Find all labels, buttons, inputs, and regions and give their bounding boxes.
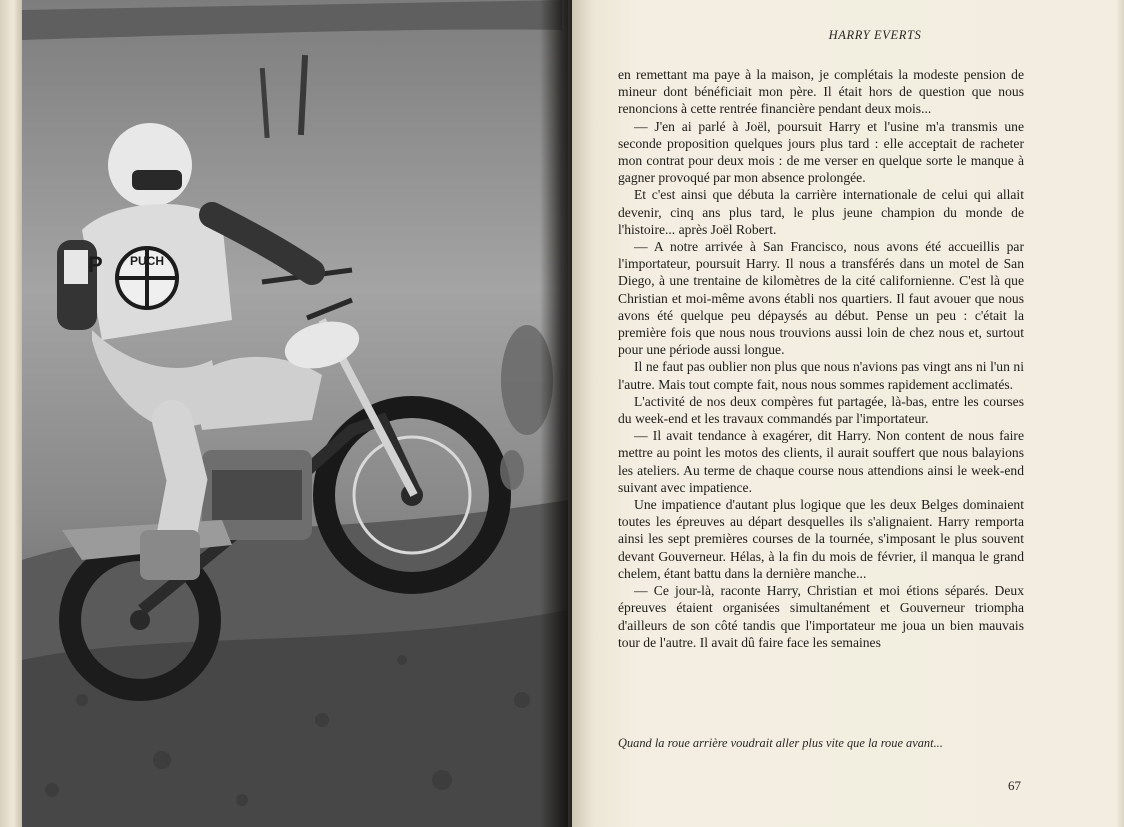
- motocross-photo: [22, 0, 568, 827]
- motocross-photo-illustration: [22, 0, 568, 827]
- paragraph: — J'en ai parlé à Joël, poursuit Harry et l'usine m'a transmis une seconde proposition quelques jours plus tard : elle acceptait de racheter mon contrat pour deux mois : de me verser en quelque sorte le manque à gagner provoqué par mon absence prolongée.: [618, 118, 1024, 186]
- paragraph: Et c'est ainsi que débuta la carrière internationale de celui qui allait devenir, cinq ans plus tard, le plus jeune champion du monde de l'histoire... après Joël Robert.: [618, 187, 1024, 237]
- photo-caption: Quand la roue arrière voudrait aller plus vite que la roue avant...: [618, 736, 943, 750]
- gutter-shadow: [540, 0, 576, 827]
- running-head: HARRY EVERTS: [828, 28, 922, 42]
- paragraph: Une impatience d'autant plus logique que les deux Belges dominaient toutes les épreuves au départ desquelles ils s'alignaient. Harry remporta ainsi les sept premières courses de la tournée, s'imposant le plus souvent devant Gouverneur. Hélas, à la fin du mois de février, il manqua le grand chelem, étant battu dans la dernière manche...: [618, 497, 1024, 581]
- paragraph: L'activité de nos deux compères fut partagée, là-bas, entre les courses du week-end et les travaux commandés par l'importateur.: [618, 393, 1024, 427]
- paragraph: — Ce jour-là, raconte Harry, Christian et moi étions séparés. Deux épreuves étaient organisées simultanément et Gouverneur triompha d'ailleurs de son côté tandis que l'importateur me joua un bien mauvais tour de l'autre. Il avait dû faire face les semaines: [618, 583, 1024, 650]
- right-page: [572, 0, 1124, 827]
- page-edge: [0, 0, 22, 827]
- rider-bib-text: PUCH: [129, 254, 165, 268]
- paragraph: en remettant ma paye à la maison, je complétais la modeste pension de mineur dont bénéficiait mon père. Il était hors de question que nous renoncions à cette rentrée financière pendant deux mois...: [618, 67, 1024, 117]
- page-number: 67: [1008, 778, 1021, 793]
- body-text: [618, 66, 1024, 651]
- rider-bib-letter: P: [88, 252, 103, 277]
- paragraph: — Il avait tendance à exagérer, dit Harry. Non content de nous faire mettre au point les motos des clients, il aurait souffert que nous balayions les ateliers. Au terme de chaque course nous attendions ainsi le week-end suivant avec impatience.: [618, 428, 1024, 495]
- page-edge: [1116, 0, 1124, 827]
- paragraph: — A notre arrivée à San Francisco, nous avons été accueillis par l'importateur, poursuit Harry. Il nous a transférés dans un motel de San Diego, à une trentaine de kilomètres de la cité californienne. C'est là que Christian et moi-même avons établi nos quartiers. Il faut avouer que nous avons été quelque peu dépaysés au début. Pense un peu : c'était la première fois que nous nous trouvions aussi loin de chez nous et, surtout pour une période aussi longue.: [618, 239, 1024, 358]
- paragraph: Il ne faut pas oublier non plus que nous n'avions pas vingt ans ni l'un ni l'autre. Mais tout compte fait, nous nous sommes rapidement acclimatés.: [618, 359, 1024, 392]
